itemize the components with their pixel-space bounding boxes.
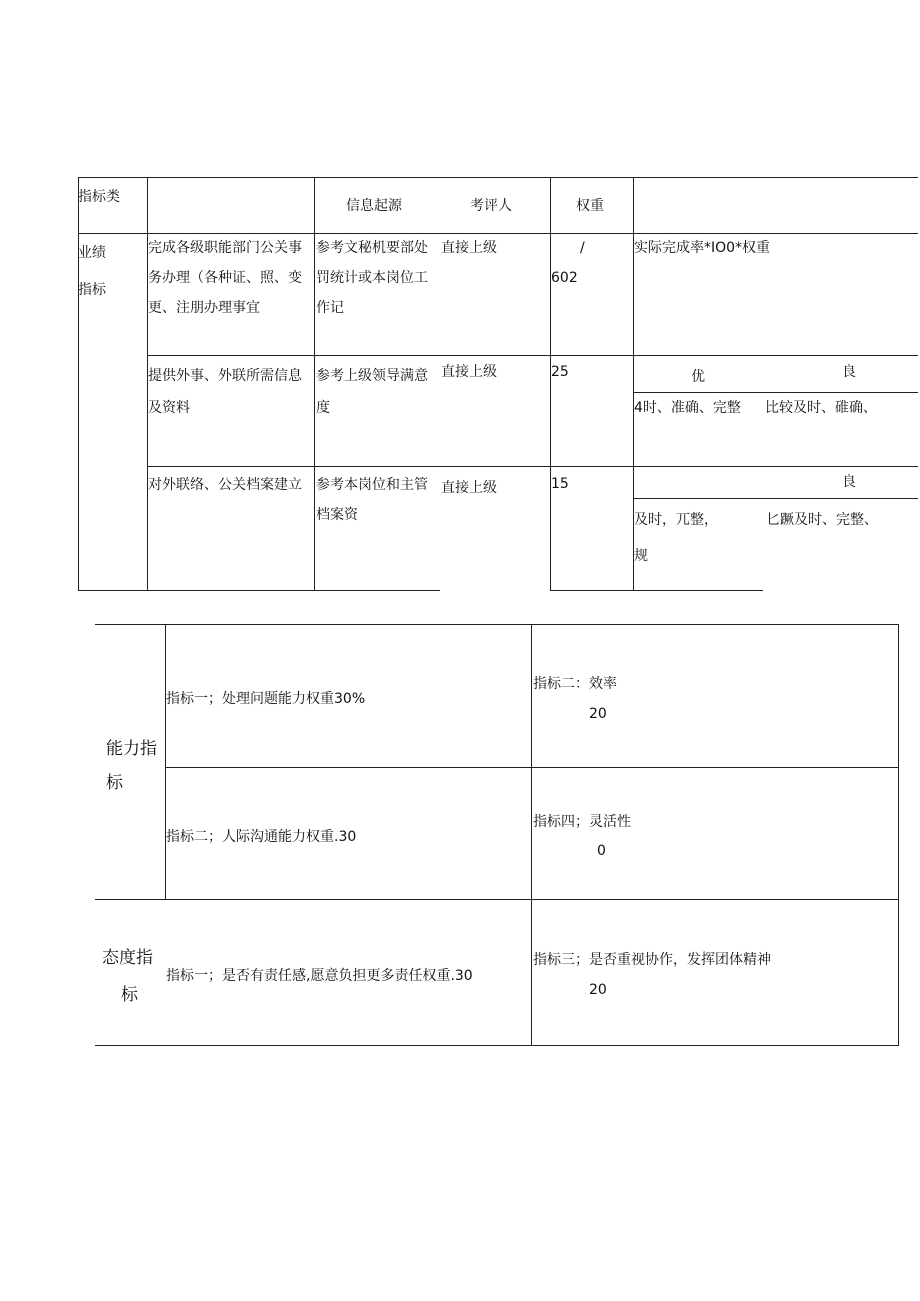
ability-indicator-2-weight: 20: [589, 706, 607, 722]
table1-col-divider-3: [550, 177, 551, 591]
table2-right-border: [898, 624, 899, 1046]
row2-grade-good: 良: [842, 364, 856, 380]
ability-label-line2: 标: [106, 773, 123, 793]
attitude-label-line1: 态度指: [102, 948, 153, 968]
row2-source: 参考上级领导满意度: [316, 368, 428, 416]
ability-indicator-2-title: 指标二：效率: [533, 676, 617, 692]
table2-ability-divider: [165, 767, 899, 768]
ability-indicator-1: 指标一；处理问题能力权重30%: [166, 691, 366, 707]
ability-indicator-3: 指标二；人际沟通能力权重.30: [166, 829, 357, 845]
row1-source: 参考文秘机要部处罚统计或本岗位工作记: [316, 240, 428, 316]
attitude-indicator-3-title: 指标三；是否重视协作，发挥团体精神: [533, 952, 771, 968]
table1-grade-divider-2: [634, 498, 918, 499]
header-category: 指标类: [78, 189, 120, 205]
row3-weight: 15: [551, 476, 569, 492]
table2-top-border: [95, 624, 899, 625]
row3-item: 对外联络、公关档案建立: [148, 477, 302, 493]
category-label-line1: 业绩: [78, 245, 106, 261]
table1-top-border: [78, 177, 918, 178]
table1-col-divider-2: [314, 177, 315, 591]
header-source: 信息起源: [346, 198, 402, 214]
ability-indicator-4-weight: 0: [597, 843, 606, 859]
table2-middle-divider: [531, 624, 532, 1046]
table1-row1-divider: [148, 355, 918, 356]
row3-desc-excellent-line1: 及时，兀整，: [634, 512, 718, 528]
table2-bottom-border: [95, 1045, 899, 1046]
row2-item: 提供外事、外联所需信息及资料: [148, 368, 302, 416]
table1-bottom-border-left: [78, 590, 440, 591]
row3-source: 参考本岗位和主管档案资: [316, 477, 428, 523]
row1-item: 完成各级职能部门公关事务办理（各种证、照、变更、注朋办理事宜: [148, 240, 302, 316]
attitude-label-line2: 标: [121, 985, 138, 1005]
row2-weight: 25: [551, 364, 569, 380]
table1-left-border: [78, 177, 79, 591]
row1-assessor: 直接上级: [441, 240, 497, 256]
table1-grade-divider-1: [634, 392, 918, 393]
row1-weight-mark: /: [580, 240, 585, 256]
header-weight: 权重: [576, 198, 604, 214]
header-assessor: 考评人: [470, 198, 512, 214]
row2-assessor: 直接上级: [441, 364, 497, 380]
row3-desc-excellent-line2: 规: [634, 548, 648, 564]
row3-assessor: 直接上级: [441, 480, 497, 496]
table1-row2-divider: [148, 466, 918, 467]
row3-desc-good: 匕蹶及时、完整、: [766, 512, 878, 528]
row3-grade-good: 良: [842, 474, 856, 490]
ability-label-line1: 能力指: [106, 739, 157, 759]
table2-section-divider: [95, 899, 899, 900]
row1-weight: 602: [551, 270, 578, 286]
ability-indicator-4-title: 指标四；灵活性: [533, 814, 631, 830]
row1-formula: 实际完成率*IO0*权重: [634, 240, 771, 256]
category-label-line2: 指标: [78, 282, 106, 298]
table1-bottom-border-right: [551, 590, 763, 591]
table2-label-divider: [165, 624, 166, 900]
attitude-indicator-1: 指标一；是否有责任感,愿意负担更多责任权重.30: [166, 968, 473, 984]
attitude-indicator-3-weight: 20: [589, 982, 607, 998]
row2-desc-good: 比较及时、碓确、: [765, 400, 877, 416]
row2-desc-excellent: 4时、准确、完整: [634, 400, 741, 416]
row2-grade-excellent: 优: [691, 369, 705, 385]
